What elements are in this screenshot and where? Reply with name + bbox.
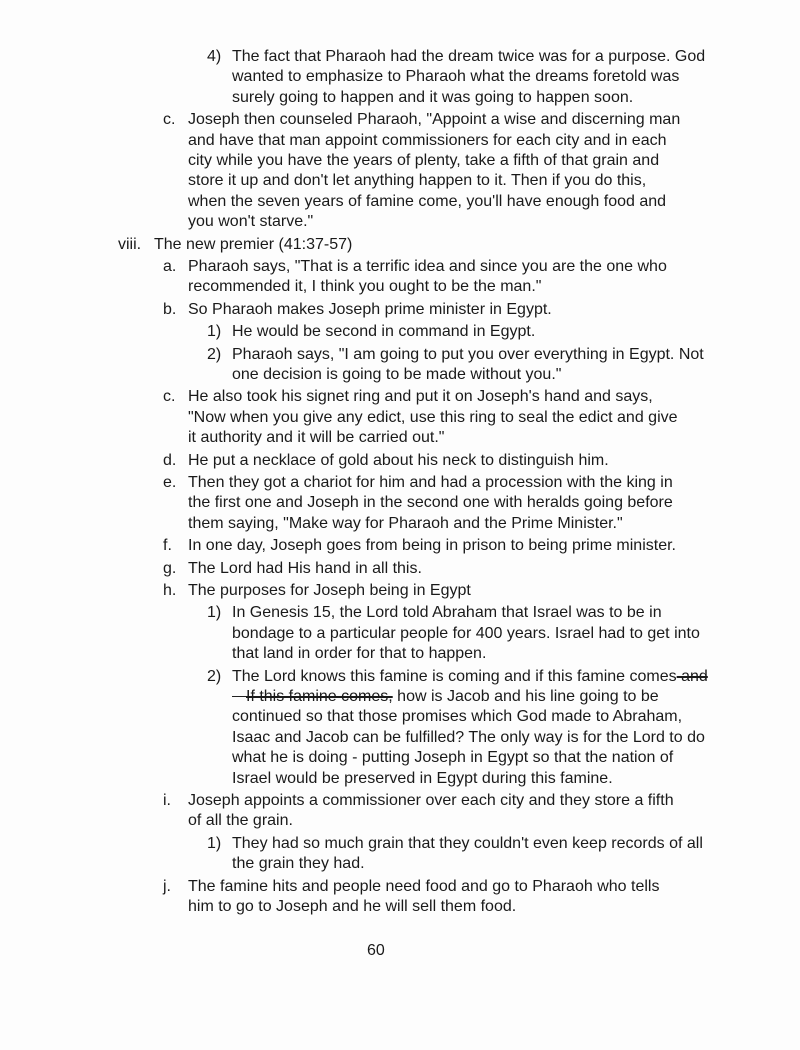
list-item-text: The purposes for Joseph being in Egypt <box>188 582 471 599</box>
list-marker: a. <box>163 258 177 275</box>
list-marker: g. <box>163 559 177 577</box>
list-item-text: So Pharaoh makes Joseph prime minister in Egypt. <box>188 300 552 318</box>
list-marker: 1) <box>207 604 222 622</box>
list-marker: 1) <box>207 323 222 341</box>
list-marker: e. <box>163 474 177 491</box>
list-marker: 1) <box>207 834 222 852</box>
list-marker: d. <box>163 451 177 469</box>
text-run: The Lord knows this famine is coming and if this famine comes <box>232 667 677 685</box>
list-marker: 4) <box>207 48 222 65</box>
struck-text: If this famine comes, <box>246 688 393 705</box>
list-item-text: The fact that Pharaoh had the dream twice was for a purpose. God wanted to emphasize to Pharaoh what the dreams foretold was surely going to happen and it was going to happen soon. <box>232 48 706 106</box>
arrow-icon <box>232 696 246 697</box>
list-item-text: In Genesis 15, the Lord told Abraham that Israel was to be in bondage to a particular people for 400 years. Israel had to get into that land in order for that to happen. <box>232 604 700 663</box>
list-item-text: He also took his signet ring and put it on Joseph's hand and says, "Now when you give any edict, use this ring to seal the edict and give it authority and it will be carried out." <box>188 388 678 447</box>
list-item-text: They had so much grain that they couldn't even keep records of all the grain they had. <box>232 834 703 873</box>
list-item-text: In one day, Joseph goes from being in prison to being prime minister. <box>188 537 676 555</box>
list-marker: viii. <box>118 235 142 253</box>
list-item-text: Pharaoh says, "That is a terrific idea and since you are the one who recommended it, I think you ought to be the man." <box>188 258 667 296</box>
list-item-text: He would be second in command in Egypt. <box>232 323 536 341</box>
text-run: how is Jacob and his line going to be continued so that those promises which God made to Abraham, Isaac and Jacob can be fulfilled? The only way is for the Lord to do what he is doing - putting Joseph in Egypt so that the nation of Israel would be preserved in Egypt during this famine. <box>232 688 705 787</box>
list-item-text <box>232 667 708 789</box>
list-item-text: The famine hits and people need food and go to Pharaoh who tells him to go to Joseph and he will sell them food. <box>188 877 660 915</box>
list-marker: i. <box>163 792 171 809</box>
list-marker: h. <box>163 582 177 599</box>
list-item-text: The Lord had His hand in all this. <box>188 559 422 577</box>
list-marker: 2) <box>207 345 222 363</box>
struck-text: and <box>676 667 708 685</box>
list-marker: 2) <box>207 667 222 685</box>
list-item-text: Joseph then counseled Pharaoh, "Appoint a wise and discerning man and have that man appoint commissioners for each city and in each city while you have the years of plenty, take a fifth of that grain and store it up and don't let anything happen to it. Then if you do this, when the seven years of famine come, you'll have enough food and you won't starve." <box>188 111 681 231</box>
list-marker: c. <box>163 388 176 406</box>
list-marker: j. <box>163 877 171 895</box>
list-marker: f. <box>163 537 172 555</box>
page-number: 60 <box>367 942 385 959</box>
list-item-text: He put a necklace of gold about his neck to distinguish him. <box>188 451 609 469</box>
list-item-text: Pharaoh says, "I am going to put you over everything in Egypt. Not one decision is going to be made without you." <box>232 345 704 383</box>
list-item-text: Joseph appoints a commissioner over each city and they store a fifth of all the grain. <box>188 792 674 830</box>
list-item-text: Then they got a chariot for him and had a procession with the king in the first one and Joseph in the second one with heralds going before them saying, "Make way for Pharaoh and the Prime Minister." <box>188 474 673 532</box>
list-marker: c. <box>163 111 176 129</box>
list-marker: b. <box>163 300 177 318</box>
list-item-text: The new premier (41:37-57) <box>154 235 353 253</box>
